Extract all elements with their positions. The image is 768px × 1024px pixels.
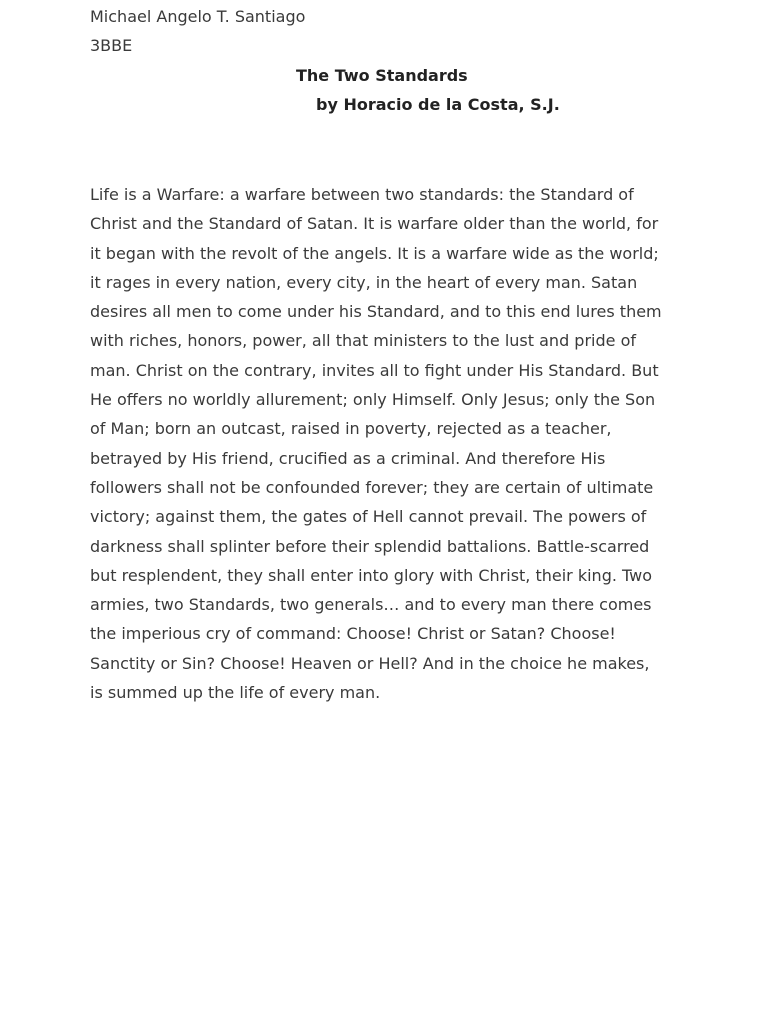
body-line: with riches, honors, power, all that ministers to the lust and pride of [90,331,636,351]
body-line: Sanctity or Sin? Choose! Heaven or Hell? And in the choice he makes, [90,653,650,673]
body-line: darkness shall splinter before their splendid battalions. Battle-scarred [90,536,650,556]
body-line: man. Christ on the contrary, invites all to fight under His Standard. But [90,360,659,380]
class-code: 3BBE [90,36,133,55]
body-paragraph [90,180,690,707]
body-line: followers shall not be confounded forever; they are certain of ultimate [90,477,654,497]
body-line: armies, two Standards, two generals… and to every man there comes [90,595,652,615]
body-line: of Man; born an outcast, raised in poverty, rejected as a teacher, [90,419,612,439]
body-line: victory; against them, the gates of Hell cannot prevail. The powers of [90,507,647,527]
body-line: it began with the revolt of the angels. It is a warfare wide as the world; [90,243,659,263]
body-line: Life is a Warfare: a warfare between two standards: the Standard of [90,185,634,204]
body-line: is summed up the life of every man. [90,683,381,703]
body-line: He offers no worldly allurement; only Himself. Only Jesus; only the Son [90,390,656,410]
document-byline: by Horacio de la Costa, S.J. [316,95,560,114]
author-name: Michael Angelo T. Santiago [90,7,306,26]
body-line: but resplendent, they shall enter into glory with Christ, their king. Two [90,565,653,585]
body-line: betrayed by His friend, crucified as a criminal. And therefore His [90,448,606,468]
document-title: The Two Standards [296,66,468,85]
body-line: the imperious cry of command: Choose! Christ or Satan? Choose! [90,624,616,644]
body-line: Christ and the Standard of Satan. It is warfare older than the world, for [90,214,659,234]
body-line: it rages in every nation, every city, in the heart of every man. Satan [90,272,638,292]
body-line: desires all men to come under his Standard, and to this end lures them [90,302,662,322]
